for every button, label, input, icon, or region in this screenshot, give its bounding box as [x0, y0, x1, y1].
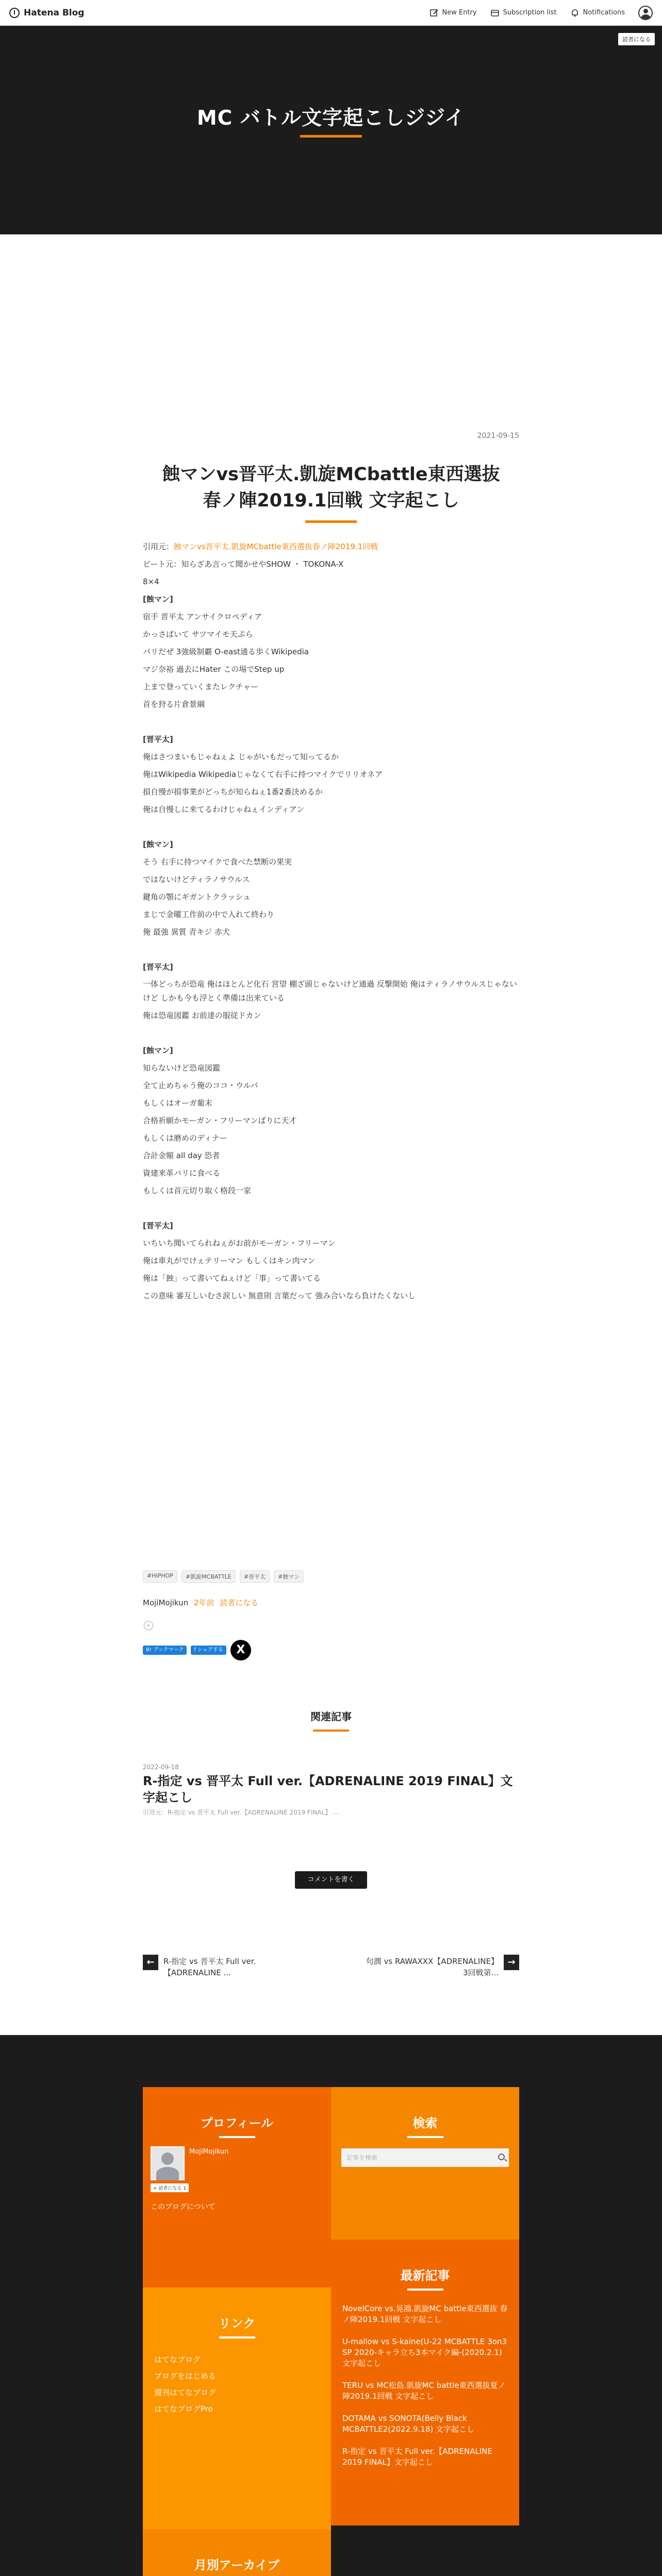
article-title-line1: 蝕マンvs晋平太.凱旋MCbattle東西選抜: [162, 464, 500, 485]
blank-line: [143, 941, 519, 958]
blank-line: [143, 713, 519, 731]
archive-module: [143, 2529, 331, 2576]
section-heading: [晋平太]: [143, 962, 173, 972]
lyric-line: まじで金曜工作前の中で入れて終わり: [143, 910, 275, 919]
write-comment-button[interactable]: コメントを書く: [295, 1871, 367, 1889]
related-entries: [143, 1708, 519, 1817]
lyric-line: 鍵角の顎にギガントクラッシュ: [143, 892, 251, 902]
lyric-line: 宿手 晋平太 アンサイクロペディア: [143, 612, 262, 621]
lyric-line: もしくは首元切り取く格段一家: [143, 1186, 252, 1195]
profile-module: [143, 2087, 331, 2287]
lyric-line: いちいち聞いてられねぇがお前がモーガン・フリーマン: [143, 1239, 336, 1248]
lyric-line: かっさばいて サツマイモ天ぷら: [143, 630, 253, 639]
search-icon[interactable]: [498, 2154, 505, 2160]
lyric-line: 俺は恐竜図鑑 お前達の服従ドカン: [143, 1011, 261, 1020]
related-underline: [313, 1730, 349, 1732]
lyric-line: 一体どっちが恐竜 俺はほとんど化石 宮望 棚ざ頭じゃないけど通過 反撃開始 俺はティラノサウルスじゃないけど しかも今も浮とく準備は出来ている: [143, 979, 517, 1003]
links-title-underline: [219, 2336, 255, 2338]
next-entry-link[interactable]: [365, 1955, 519, 1978]
lyric-line: パリだぜ 3強級制覇 O-east通る歩くWikipedia: [143, 647, 309, 656]
title-underline: [300, 135, 362, 138]
next-entry-title: 句潤 vs RAWAXXX【ADRENALINE】3回戦第...: [366, 1957, 499, 1977]
lyric-line: 全て止めちゃう俺のココ・ウルパ: [143, 1081, 258, 1090]
lyric-line: 知らないけど恐竜図鑑: [143, 1063, 221, 1073]
lyric-line: 合計金額 all day 恐者: [143, 1151, 220, 1160]
search-input[interactable]: [341, 2148, 509, 2167]
blank-line: [143, 1199, 519, 1217]
lyric-line: ビート元：知らざあ言って聞かせやSHOW ・ TOKONA-X: [143, 560, 344, 569]
lyric-line: 8×4: [143, 577, 159, 586]
related-entry-title[interactable]: R-指定 vs 晋平太 Full ver.【ADRENALINE 2019 FINAL】文字起こし: [143, 1774, 513, 1805]
lyric-line: そう 右手に持つマイクで食べた禁断の果実: [143, 857, 292, 867]
link-item-start-blog[interactable]: ブログをはじめる: [154, 2371, 217, 2381]
links-module: [143, 2287, 331, 2529]
link-item-pro[interactable]: はてなブログPro: [154, 2404, 213, 2414]
notifications-label: Notifications: [583, 9, 625, 16]
article-title-underline: [305, 520, 357, 523]
lyric-line: ではないけどティラノサウルス: [143, 875, 250, 884]
profile-readers-button[interactable]: + 読者になる 1: [151, 2183, 189, 2192]
links-title: リンク: [218, 2316, 256, 2331]
facebook-share-button[interactable]: f シェアする: [191, 1646, 226, 1655]
article-header: [143, 432, 519, 523]
lyric-line: 上まで登っていくまたレクチャー: [143, 682, 259, 691]
arrow-left-icon: ←: [143, 1955, 158, 1970]
lyric-line: もしくはオーガ葡末: [143, 1098, 212, 1108]
lyric-line: 合格祈願かモーガン・フリーマンばりに天才: [143, 1116, 297, 1125]
about-blog-link[interactable]: このブログについて: [151, 2203, 216, 2211]
search-module: [331, 2087, 519, 2240]
add-star-button[interactable]: +: [144, 1621, 153, 1630]
pencil-icon: [429, 8, 439, 18]
lyric-line: 損自慢が損事業がどっちが知らねぇ1番2番決めるか: [143, 787, 323, 796]
related-entry-excerpt: 引用元：R-指定 vs 晋平太 Full ver.【ADRENALINE 2019 FINAL】 ...: [143, 1809, 339, 1816]
archive-title: 月別アーカイブ: [194, 2558, 280, 2572]
lyric-line: 資建来革バリに食べる: [143, 1168, 221, 1178]
user-avatar-icon[interactable]: [638, 6, 653, 20]
brand-label: Hatena Blog: [24, 7, 85, 18]
entry-footer: [143, 1597, 258, 1608]
section-heading: [蝕マン]: [143, 1046, 173, 1055]
recent-entry-link[interactable]: DOTAMA vs SONOTA(Belly Black MCBATTLE2(2022.9.18) 文字起こし: [342, 2414, 475, 2434]
related-entry-date: 2022-09-18: [143, 1764, 179, 1771]
article-date[interactable]: 2021-09-15: [477, 432, 519, 440]
blog-title[interactable]: MC バトル文字起こしジジイ: [196, 107, 466, 130]
tag-chip[interactable]: #HIPHOP: [143, 1570, 177, 1583]
section-heading: [晋平太]: [143, 735, 173, 744]
profile-title-underline: [219, 2136, 255, 2138]
prev-entry-title: R-指定 vs 晋平太 Full ver.【ADRENALINE ...: [163, 1957, 256, 1977]
global-header: [0, 0, 662, 26]
bell-icon: [570, 8, 580, 18]
article-title-line2: 春ノ陣2019.1回戦 文字起こし: [203, 490, 459, 511]
link-item-weekly[interactable]: 週刊はてなブログ: [154, 2388, 217, 2397]
lyric-line: 俺は車丸がでけぇテリーマン もしくはキン肉マン: [143, 1256, 316, 1265]
lyric-line: この意味 審互しいむさ涙しい 無意則 言葉だって 強み合いなら負けたくないし: [143, 1291, 416, 1300]
recent-entries-list: [342, 2303, 510, 2479]
prev-entry-link[interactable]: [143, 1955, 297, 1978]
tag-chip[interactable]: #晋平太: [240, 1570, 270, 1583]
hatena-logo-icon: [9, 8, 20, 18]
related-heading: 関連記事: [310, 1710, 352, 1723]
x-share-button[interactable]: X: [230, 1640, 251, 1660]
lyric-line: 俺はさつまいもじゃねぇよ じゃがいもだって知ってるか: [143, 752, 339, 761]
recent-entry-link[interactable]: NovelCore vs.晃鴻.凱旋MC battle東西選抜 春ノ陣2019.1回戦 文字起こし: [342, 2304, 508, 2324]
tag-list: [143, 1570, 304, 1583]
entry-permalink[interactable]: 2年前: [193, 1598, 214, 1607]
blank-line: [143, 818, 519, 836]
article-body: [143, 538, 519, 1304]
hatena-blog-logo[interactable]: [9, 8, 84, 18]
lyrics-lines: [143, 555, 519, 1304]
recent-entry-link[interactable]: U-mallow vs S-kaine(U-22 MCBATTLE 3on3 SP 2020-キャラ立ち3本マイク編-(2020.2.1) 文字起こし: [342, 2337, 507, 2368]
citation-link[interactable]: 蝕マンvs晋平太.凱旋MCbattle東西選抜春ノ陣2019.1回戦: [174, 542, 378, 551]
header-actions: [429, 6, 653, 20]
hero-readers-button[interactable]: 読者になる: [618, 33, 655, 45]
entry-pager: [143, 1955, 519, 1984]
lyric-line: 俺はWikipedia Wikipediaじゃなくて右手に持つマイクでリリオネア: [143, 770, 383, 779]
arrow-right-icon: →: [504, 1955, 519, 1970]
author-link[interactable]: MojiMojikun: [143, 1598, 189, 1607]
section-heading: [蝕マン]: [143, 840, 173, 849]
recent-entry-link[interactable]: R-指定 vs 晋平太 Full ver.【ADRENALINE 2019 FINAL】文字起こし: [342, 2447, 492, 2467]
lyric-line: 首を狩る片倉景綱: [143, 700, 205, 709]
subscription-icon: [490, 8, 500, 18]
recent-entries-module: [331, 2240, 519, 2526]
author-readers-link[interactable]: 読者になる: [220, 1598, 259, 1607]
new-entry-link[interactable]: [429, 8, 477, 18]
hatena-bookmark-button[interactable]: B! ブックマーク: [143, 1646, 187, 1655]
article-title[interactable]: [143, 462, 519, 514]
lyric-line: もしくは磨めのディナー: [143, 1133, 227, 1143]
share-buttons: [143, 1640, 251, 1660]
search-title: 検索: [412, 2116, 438, 2130]
profile-title: プロフィール: [200, 2116, 274, 2130]
tag-chip[interactable]: #蝕マン: [274, 1570, 304, 1583]
links-list: [154, 2351, 216, 2417]
tag-chip[interactable]: #凱旋MCBATTLE: [181, 1570, 236, 1583]
blank-line: [143, 1024, 519, 1042]
subscription-label: Subscription list: [503, 9, 557, 16]
recent-title-underline: [407, 2289, 443, 2291]
blog-header: [0, 26, 662, 234]
recent-title: 最新記事: [400, 2268, 450, 2283]
new-entry-label: New Entry: [442, 9, 477, 16]
lyric-line: 俺 最強 異質 青キジ 赤犬: [143, 927, 230, 937]
lyric-line: 俺は「蝕」って書いてねぇけど「事」って書いてる: [143, 1274, 321, 1283]
recent-entry-link[interactable]: TERU vs MC松島.凱旋MC battle東西選抜夏ノ陣2019.1回戦 文字起こし: [342, 2381, 506, 2401]
subscription-list-link[interactable]: [490, 8, 557, 18]
search-placeholder: 記事を検索: [346, 2154, 378, 2161]
citation-prefix: 引用元：: [143, 542, 174, 551]
notifications-link[interactable]: [570, 8, 625, 18]
link-item-hatena-blog[interactable]: はてなブログ: [154, 2355, 201, 2364]
profile-avatar[interactable]: [151, 2146, 185, 2180]
lyric-line: マジ奈裕 過去にHater この場でStep up: [143, 665, 285, 674]
section-heading: [晋平太]: [143, 1221, 173, 1230]
lyric-line: 俺は自慢しに来てるわけじゃねぇインディアン: [143, 805, 305, 814]
search-title-underline: [407, 2136, 443, 2138]
citation: [143, 538, 519, 555]
profile-name[interactable]: MojiMojikun: [189, 2148, 229, 2156]
section-heading: [蝕マン]: [143, 595, 173, 604]
